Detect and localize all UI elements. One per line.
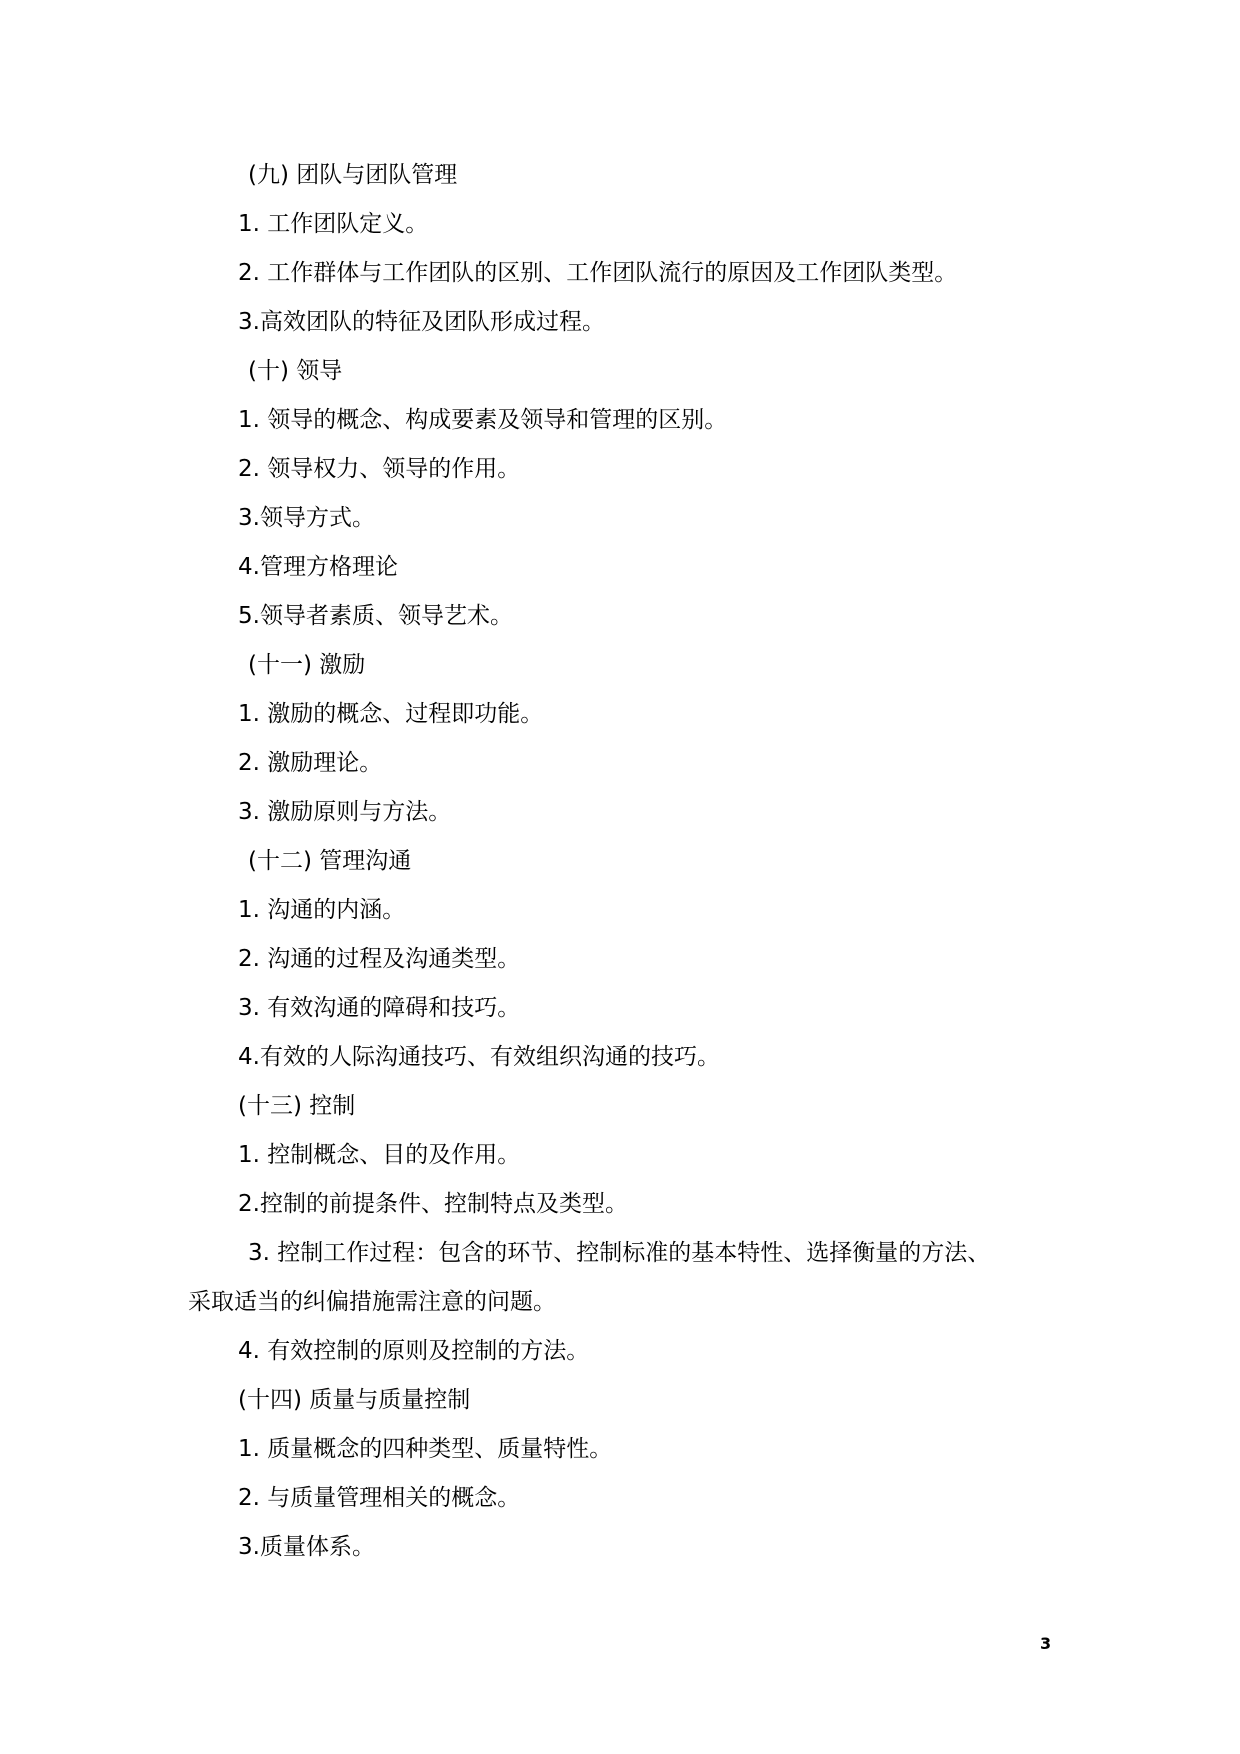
page-number: 3 — [1040, 1634, 1052, 1653]
list-item: 1. 沟通的内涵。 — [238, 897, 406, 923]
list-item: 4.有效的人际沟通技巧、有效组织沟通的技巧。 — [238, 1044, 720, 1070]
list-item: 5.领导者素质、领导艺术。 — [238, 603, 513, 629]
list-item: 2. 激励理论。 — [238, 750, 383, 776]
list-item: 2.控制的前提条件、控制特点及类型。 — [238, 1191, 628, 1217]
list-item: 3. 激励原则与方法。 — [238, 799, 452, 825]
section-heading: (十四) 质量与质量控制 — [238, 1387, 471, 1413]
section-heading: (十) 领导 — [248, 358, 343, 384]
list-item: 1. 工作团队定义。 — [238, 211, 429, 237]
list-item: 4.管理方格理论 — [238, 554, 398, 580]
list-item: 2. 领导权力、领导的作用。 — [238, 456, 521, 482]
list-item: 2. 工作群体与工作团队的区别、工作团队流行的原因及工作团队类型。 — [238, 260, 958, 286]
section-heading: (十一) 激励 — [248, 652, 366, 678]
section-heading: (十二) 管理沟通 — [248, 848, 412, 874]
list-item: 2. 沟通的过程及沟通类型。 — [238, 946, 521, 972]
list-item: 3.质量体系。 — [238, 1534, 375, 1560]
list-item: 3.高效团队的特征及团队形成过程。 — [238, 309, 605, 335]
section-heading: (九) 团队与团队管理 — [248, 162, 458, 188]
list-item: 1. 领导的概念、构成要素及领导和管理的区别。 — [238, 407, 728, 433]
paragraph-continuation: 采取适当的纠偏措施需注意的问题。 — [188, 1289, 556, 1315]
section-heading: (十三) 控制 — [238, 1093, 356, 1119]
list-item: 1. 控制概念、目的及作用。 — [238, 1142, 521, 1168]
list-item: 3. 有效沟通的障碍和技巧。 — [238, 995, 521, 1021]
list-item: 2. 与质量管理相关的概念。 — [238, 1485, 521, 1511]
list-item: 3.领导方式。 — [238, 505, 375, 531]
list-item: 1. 激励的概念、过程即功能。 — [238, 701, 544, 727]
list-item: 1. 质量概念的四种类型、质量特性。 — [238, 1436, 613, 1462]
list-item: 4. 有效控制的原则及控制的方法。 — [238, 1338, 590, 1364]
paragraph-line: 3. 控制工作过程：包含的环节、控制标准的基本特性、选择衡量的方法、 — [248, 1240, 991, 1266]
